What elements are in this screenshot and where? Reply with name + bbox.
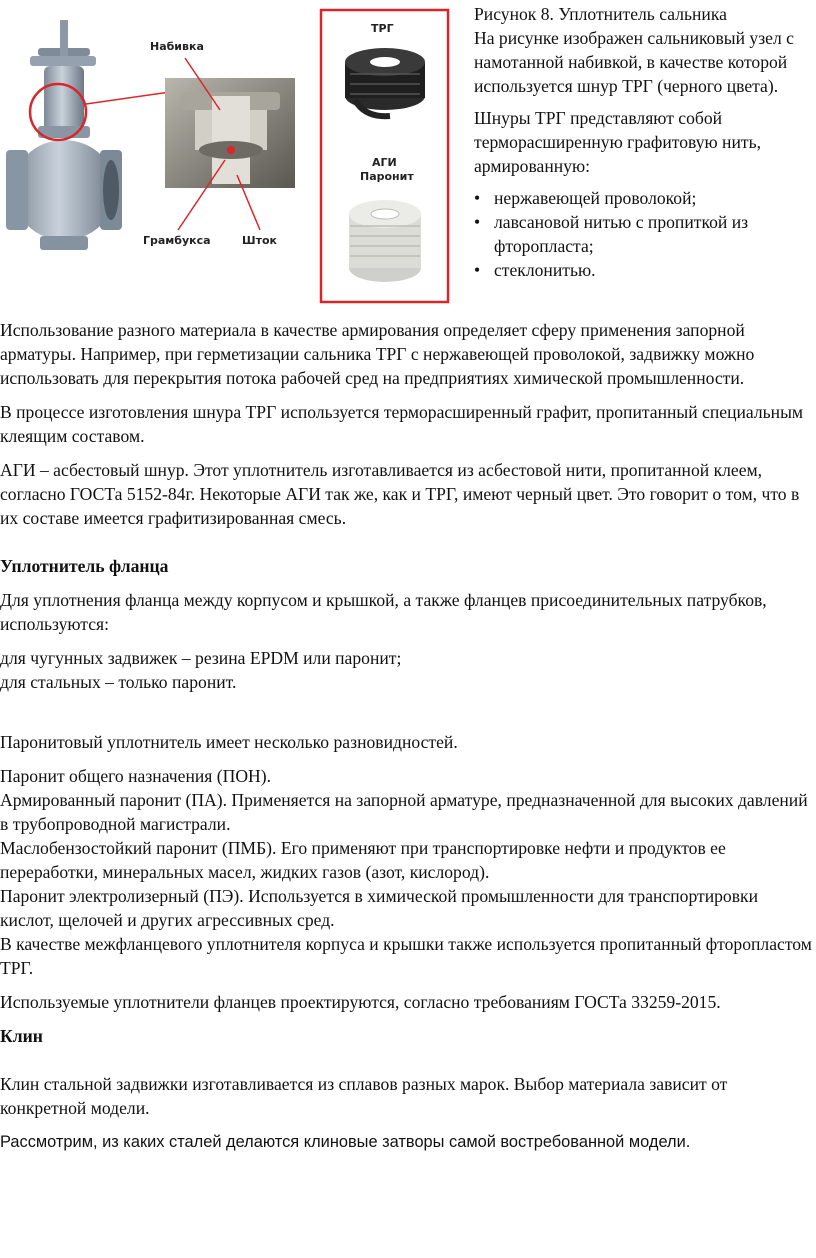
connector-line [86,92,170,104]
flange-material-steel: для стальных – только паронит. [0,672,237,692]
figure-caption: Рисунок 8. Уплотнитель сальника [474,4,727,24]
trg-reinforcement-list [474,186,810,282]
flange-material-cast-iron: для чугунных задвижек – резина EPDM или паронит; [0,648,402,668]
label-trg: ТРГ [371,22,394,35]
paragraph-wedge: Клин стальной задвижки изготавливается из сплавов разных марок. Выбор материала зависит от конкретной модели. [0,1074,728,1118]
list-item: • нержавеющей проволокой; [494,186,810,210]
paronit-type-pa: Армированный паронит (ПА). Применяется на запорной арматуре, предназначенной для высоких давлений в трубопроводной магистрали. [0,790,808,834]
main-content [0,318,816,1164]
paragraph-reinforcement: Использование разного материала в качестве армирования определяет сферу применения запорной арматуры. Например, при герметизации сальника ТРГ с нержавеющей проволокой, задвижку можно использовать для перекрытия потока рабочей сред на предприятиях химической промышленности. [0,320,755,388]
paragraph-gost: Используемые уплотнители фланцев проектируются, согласно требованиям ГОСТа 33259-2015. [0,992,721,1012]
figure-caption-block [474,2,810,98]
paronit-type-pon: Паронит общего назначения (ПОН). [0,766,272,786]
paragraph-paronit-types-intro: Паронитовый уплотнитель имеет несколько разновидностей. [0,732,458,752]
trg-intro: Шнуры ТРГ представляют собой терморасширенную графитовую нить, армированную: [474,108,761,176]
paragraph-flange-intro: Для уплотнения фланца между корпусом и крышкой, а также фланцев присоединительных патрубков, используются: [0,590,767,634]
label-granbuksa: Грамбукса [143,234,211,247]
paronit-type-pmb: Маслобензостойкий паронит (ПМБ). Его применяют при транспортировке нефти и продуктов ее переработки, минеральных масел, жидких газов (азот, кислород). [0,838,726,882]
label-nabivka: Набивка [150,40,204,53]
list-item: • лавсановой нитью с пропиткой из фторопласта; [494,210,810,258]
paragraph-wedge-steels: Рассмотрим, из каких сталей делаются клиновые затворы самой востребованной модели. [0,1133,691,1151]
label-shtok: Шток [242,234,277,247]
label-agi: АГИ [372,156,397,169]
figure-description: На рисунке изображен сальниковый узел с намотанной набивкой, в качестве которой используется шнур ТРГ (черного цвета). [474,28,794,96]
label-paronit: Паронит [360,170,414,183]
figure-side-text [474,2,810,282]
paronit-type-pe: Паронит электролизерный (ПЭ). Используется в химической промышленности для транспортировки кислот, щелочей и других агрессивных сред. [0,886,758,930]
agi-paronit-cord-image [349,200,421,282]
list-item: • стеклонитью. [494,258,810,282]
paragraph-paronit-types [0,764,816,980]
gland-closeup-photo [165,78,295,188]
gate-valve-image [6,20,122,250]
heading-wedge: Клин [0,1026,43,1046]
figure-illustration [0,0,470,310]
paragraph-flange-materials [0,646,816,694]
paronit-type-trg: В качестве межфланцевого уплотнителя корпуса и крышки также используется пропитанный фторопластом ТРГ. [0,934,812,978]
paragraph-trg-manufacturing: В процессе изготовления шнура ТРГ используется терморасширенный графит, пропитанный специальным клеящим составом. [0,402,804,446]
trg-cord-image [345,48,425,116]
gland-seal-figure [0,0,470,310]
heading-flange-seal: Уплотнитель фланца [0,556,169,576]
paragraph-agi: АГИ – асбестовый шнур. Этот уплотнитель изготавливается из асбестовой нити, пропитанной клеем, согласно ГОСТа 5152-84г. Некоторые АГИ так же, как и ТРГ, имеют черный цвет. Это говорит о том, что в их составе имеется графитизированная смесь. [0,460,800,528]
